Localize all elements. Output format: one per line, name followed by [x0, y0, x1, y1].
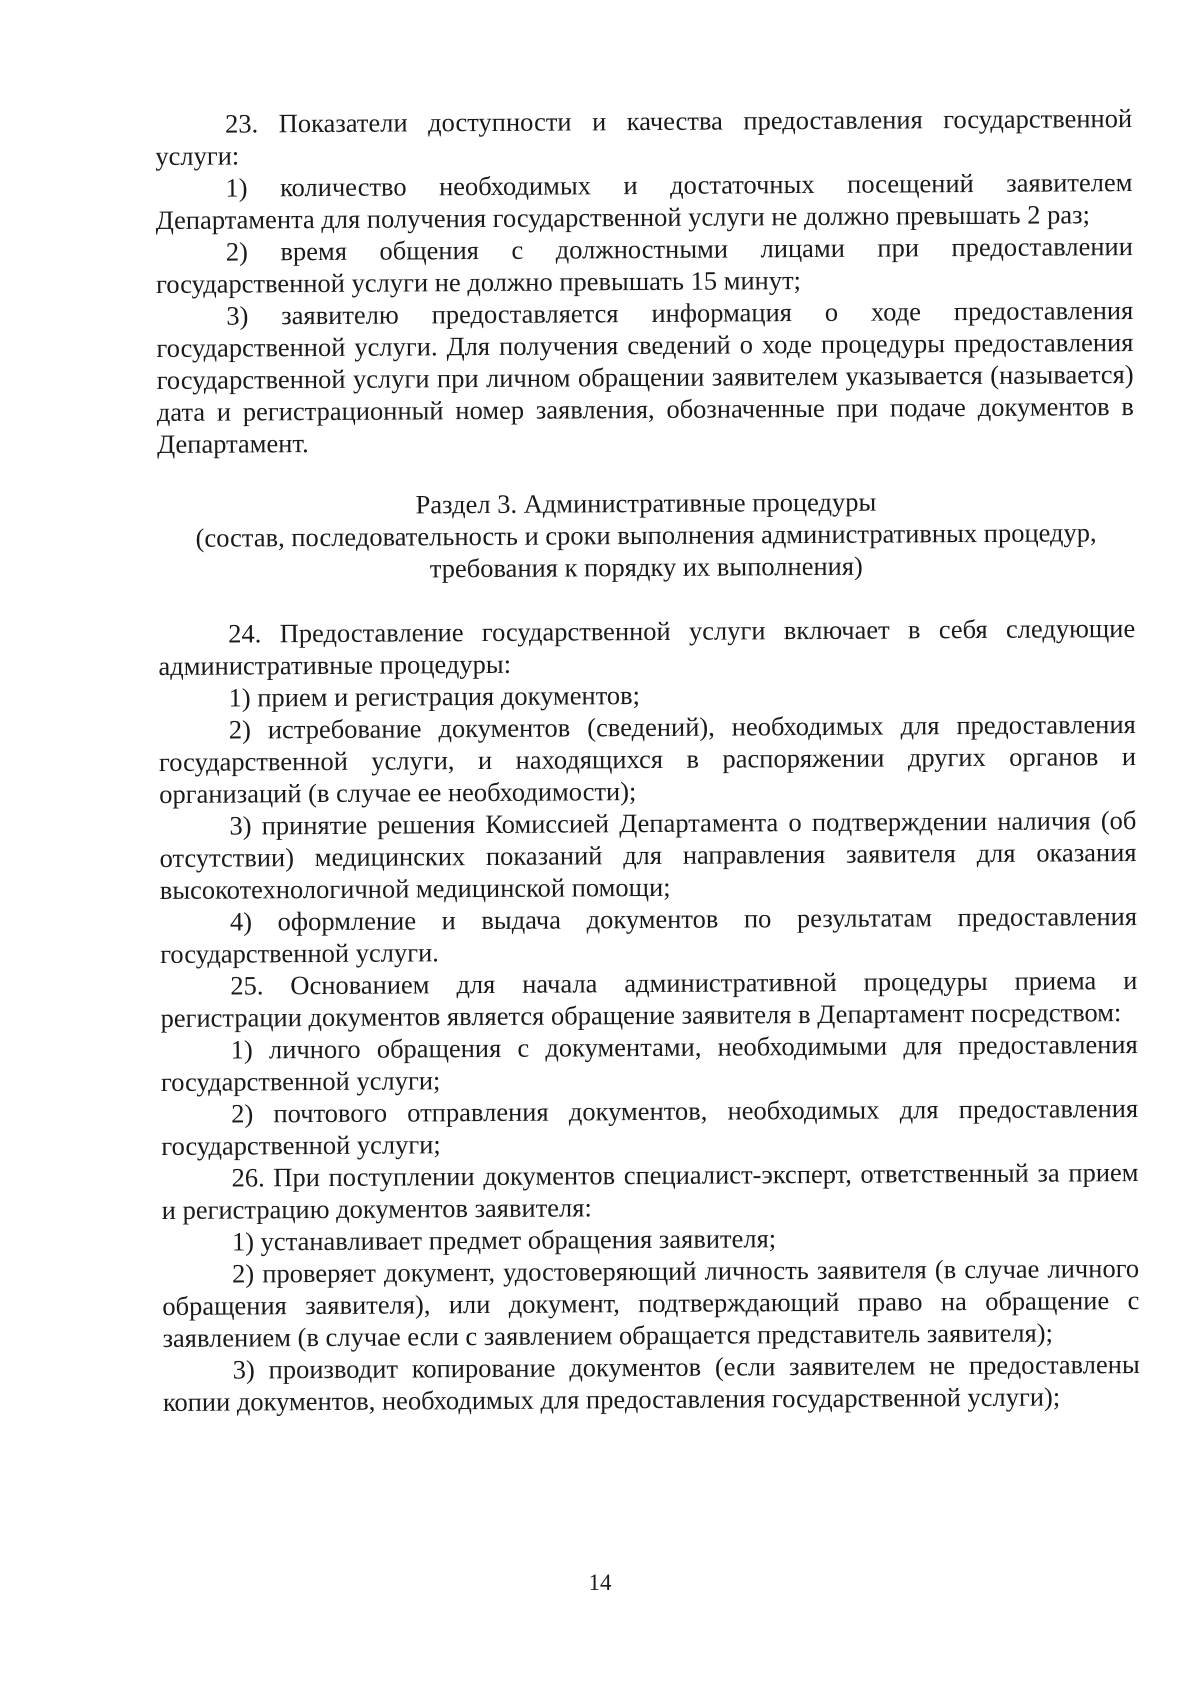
- paragraph-25: 25. Основанием для начала административной процедуры приема и регистрации документов является обращение заявителя в Департамент посредством:: [160, 965, 1138, 1033]
- paragraph-24-item-3: 3) принятие решения Комиссией Департамента о подтверждении наличия (об отсутствии) медицинских показаний для направления заявителя для оказания высокотехнологичной медицинской помощи;: [159, 805, 1137, 905]
- page-number: 14: [588, 1570, 612, 1595]
- paragraph-26-item-1: 1) устанавливает предмет обращения заявителя;: [231, 1223, 777, 1257]
- section-heading-title: Раздел 3. Административные процедуры: [415, 486, 877, 520]
- paragraph-25-item-1: 1) личного обращения с документами, необходимыми для предоставления государственной услуги;: [160, 1029, 1138, 1097]
- paragraph-23-item-2: 2) время общения с должностными лицами при предоставлении государственной услуги не должно превышать 15 минут;: [155, 231, 1133, 299]
- document-page: [155, 102, 1140, 1418]
- paragraph-24-item-1: 1) прием и регистрация документов;: [228, 680, 641, 713]
- paragraph-23: 23. Показатели доступности и качества предоставления государственной услуги:: [155, 103, 1133, 171]
- paragraph-24: 24. Предоставление государственной услуги включает в себя следующие административные процедуры:: [158, 613, 1136, 681]
- paragraph-26: 26. При поступлении документов специалист-эксперт, ответственный за прием и регистрацию документов заявителя:: [161, 1157, 1139, 1225]
- paragraph-26-item-2: 2) проверяет документ, удостоверяющий личность заявителя (в случае личного обращения заявителя), или документ, подтверждающий право на обращение с заявлением (в случае если с заявлением обращается представитель заявителя);: [162, 1253, 1140, 1353]
- section-heading-subtitle-1: (состав, последовательность и сроки выполнения административных процедур,: [195, 517, 1097, 553]
- paragraph-25-item-2: 2) почтового отправления документов, необходимых для предоставления государственной услуги;: [161, 1093, 1139, 1161]
- paragraph-24-item-4: 4) оформление и выдача документов по результатам предоставления государственной услуги.: [160, 901, 1138, 969]
- section-heading-subtitle-2: требования к порядку их выполнения): [429, 550, 863, 584]
- paragraph-24-item-2: 2) истребование документов (сведений), необходимых для предоставления государственной услуги, и находящихся в распоряжении других органов и организаций (в случае ее необходимости);: [158, 709, 1137, 809]
- paragraph-23-item-3: 3) заявителю предоставляется информация о ходе предоставления государственной услуги. Для получения сведений о ходе процедуры предоставления государственной услуги при личном обращении заявителем указывается (называется) дата и регистрационный номер заявления, обозначенные при подаче документов в Департамент.: [156, 295, 1134, 459]
- paragraph-23-item-1: 1) количество необходимых и достаточных посещений заявителем Департамента для получения государственной услуги не должно превышать 2 раз;: [155, 167, 1133, 235]
- paragraph-26-item-3: 3) производит копирование документов (если заявителем не предоставлены копии документов, необходимых для предоставления государственной услуги);: [162, 1349, 1140, 1417]
